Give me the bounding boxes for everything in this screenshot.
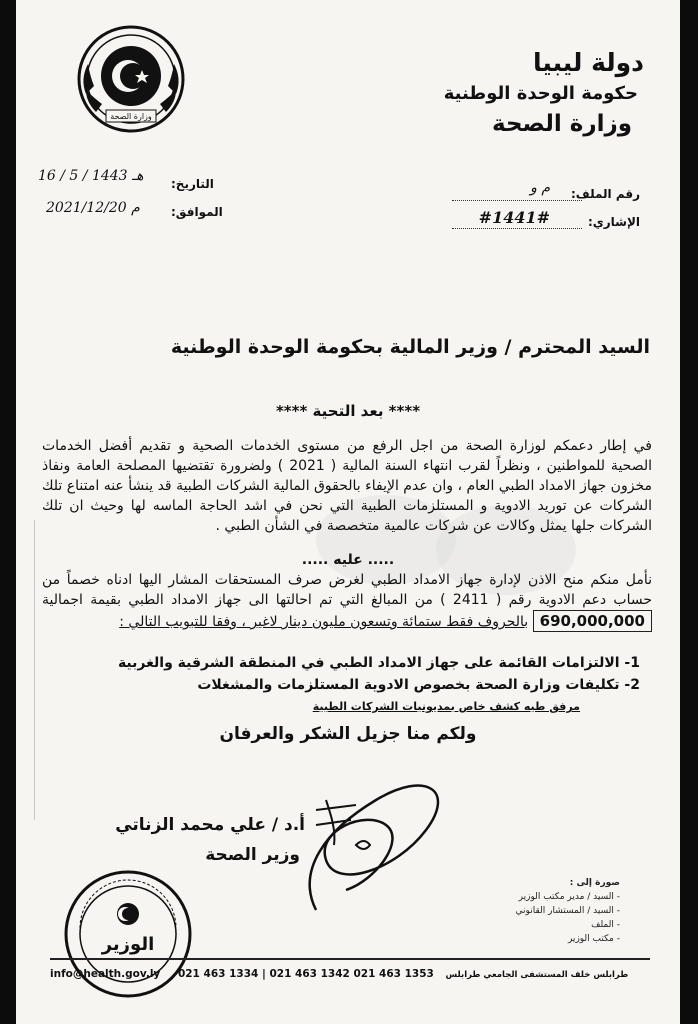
signatory-title: وزير الصحة bbox=[205, 845, 300, 865]
cc-item: - السيد / المستشار القانوني bbox=[515, 906, 620, 916]
ministry-name: وزارة الصحة bbox=[492, 111, 632, 137]
ministry-seal-logo bbox=[76, 24, 186, 134]
minister-stamp bbox=[62, 868, 194, 1000]
list-item: 1- الالتزامات القائمة على جهاز الامداد الطبي في المنطقة الشرقية والغربية bbox=[117, 655, 640, 671]
cc-item: - الملف bbox=[591, 920, 620, 930]
attachment-note: مرفق طيه كشف خاص بمديونيات الشركات الطبية bbox=[312, 700, 580, 713]
footer bbox=[50, 968, 660, 980]
svg-text:وزارة الصحة: وزارة الصحة bbox=[110, 112, 152, 121]
cc-item: - مكتب الوزير bbox=[567, 934, 620, 944]
cc-title: صورة إلى : bbox=[569, 878, 620, 888]
request-text-part2: بالحروف فقط ستمائة وتسعون مليون دينار لاغير ، وفقا للتبويب التالي : bbox=[119, 614, 529, 630]
allocation-list bbox=[80, 652, 640, 718]
cc-item: - السيد / مدير مكتب الوزير bbox=[518, 892, 620, 902]
svg-text:الوزير: الوزير bbox=[101, 934, 155, 955]
corresponding-label: الموافق: bbox=[171, 205, 223, 219]
footer-email: info@health.gov.ly bbox=[50, 968, 161, 980]
total-amount: 690,000,000 bbox=[533, 610, 652, 632]
cc-block bbox=[430, 876, 620, 946]
reference-line bbox=[452, 228, 582, 229]
addressee: السيد المحترم / وزير المالية بحكومة الوحدة الوطنية bbox=[170, 336, 650, 358]
file-number-label: رقم الملف: bbox=[570, 187, 640, 201]
body-paragraph: في إطار دعمكم لوزارة الصحة من اجل الرفع من مستوى الخدمات الصحية و تقديم أفضل الخدمات الصحية للمواطنين ، ونظراً لقرب انتهاء السنة المالية ( 2021 ) ولضرورة تقتضيها المصلحة العامة ونفاذ مخزون جهاز الامداد الطبي العام ، وان عدم الإيفاء بالحقوق المالية الشركات الطبية قد ينشأ عنه امتناع تلك الشركات عن توريد الادوية و المستلزمات الطبية التي نحن في اشد الحاجة الماسه لها وحيث ان تلك الشركات جلها يمثل وكالات عن شركات عالمية متخصصة في الشأن الطبي . bbox=[42, 438, 652, 534]
state-name: دولة ليبيا bbox=[532, 48, 644, 77]
reference-value: #1441# bbox=[478, 208, 550, 227]
greeting: **** بعد التحية **** bbox=[275, 402, 421, 420]
letterhead bbox=[404, 46, 644, 140]
therefore-heading: ..... عليه ..... bbox=[301, 552, 395, 568]
request-paragraph bbox=[42, 570, 652, 632]
government-name: حكومة الوحدة الوطنية bbox=[443, 83, 638, 104]
file-number-line bbox=[452, 200, 582, 201]
date-value: 16 / 5 / 1443 هـ bbox=[38, 168, 144, 184]
date-label: التاريخ: bbox=[171, 177, 214, 191]
request-text-part1: نأمل منكم منح الاذن لإدارة جهاز الامداد الطبي لغرض صرف المستحقات المشار اليها ادناه خصماً من حساب دعم الادوية رقم ( 2411 ) من المبالغ التي تم احالتها الى جهاز الامداد الطبي بقيمة اجمالية bbox=[42, 572, 653, 608]
corresponding-date-value: 2021/12/20 م bbox=[46, 200, 140, 216]
footer-address: طرابلس خلف المستشفى الجامعي طرابلس bbox=[445, 970, 629, 980]
footer-divider bbox=[50, 958, 650, 960]
reference-label: الإشاري: bbox=[587, 215, 640, 229]
footer-phones: 021 463 1334 | 021 463 1342 021 463 1353 bbox=[177, 968, 434, 980]
closing-line: ولكم منا جزيل الشكر والعرفان bbox=[219, 724, 477, 744]
file-number-value: م و bbox=[530, 180, 550, 196]
signatory-name: أ.د / علي محمد الزناتي bbox=[115, 815, 305, 835]
list-item: 2- تكليفات وزارة الصحة بخصوص الادوية المستلزمات والمشغلات bbox=[197, 677, 640, 693]
letter-page bbox=[16, 0, 680, 1024]
